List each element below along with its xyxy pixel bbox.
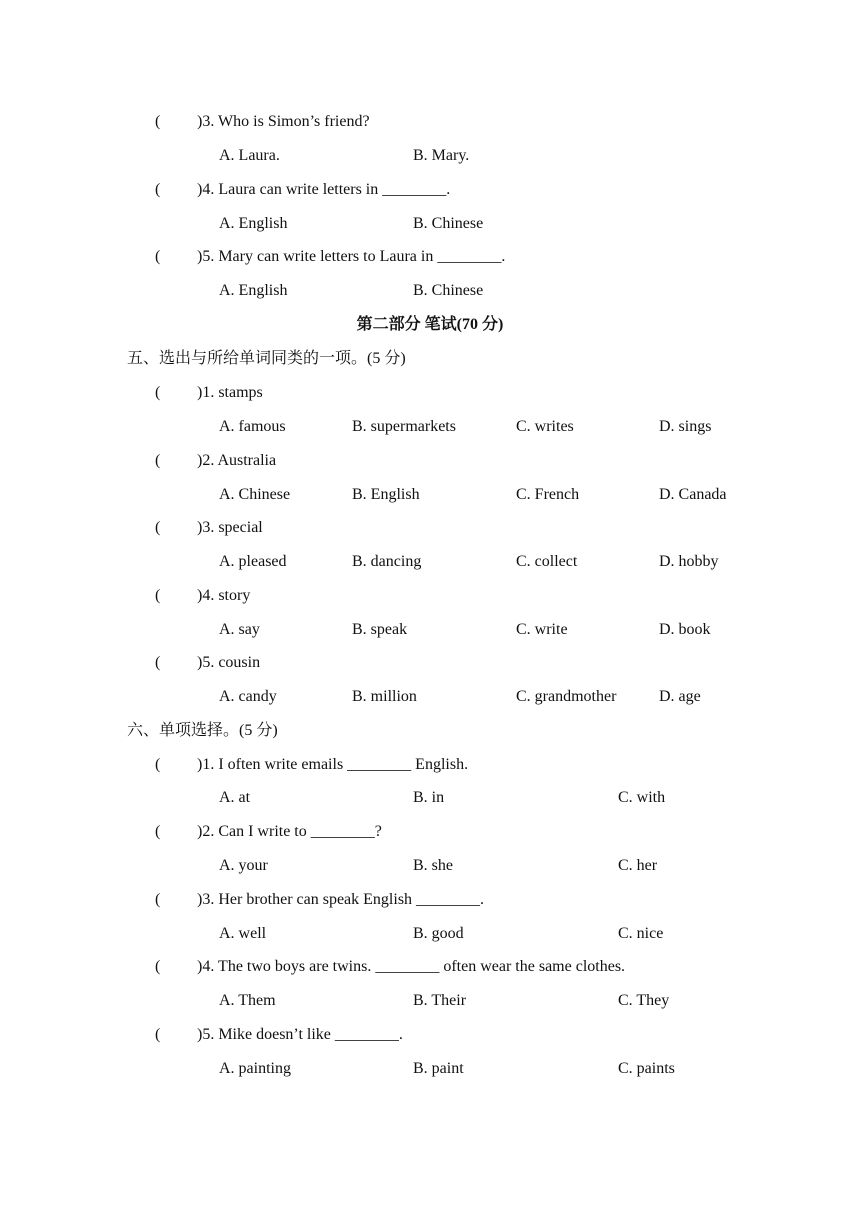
answer-blank[interactable]: ( bbox=[155, 452, 161, 469]
option-a: A. candy bbox=[219, 688, 277, 705]
option-a: A. your bbox=[219, 857, 268, 874]
answer-blank[interactable]: ( bbox=[155, 1026, 161, 1043]
answer-blank[interactable]: ( bbox=[155, 519, 161, 536]
section-six-title: 六、单项选择。(5 分) bbox=[127, 722, 278, 739]
option-a: A. say bbox=[219, 621, 260, 638]
option-b: B. Mary. bbox=[413, 147, 470, 164]
option-a: A. famous bbox=[219, 418, 286, 435]
question-text: )3. Who is Simon’s friend? bbox=[197, 113, 370, 130]
option-a: A. English bbox=[219, 282, 288, 299]
part-two-heading: 第二部分 笔试(70 分) bbox=[356, 316, 504, 333]
answer-blank[interactable]: ( bbox=[155, 891, 161, 908]
option-a: A. Laura. bbox=[219, 147, 280, 164]
option-a: A. painting bbox=[219, 1060, 291, 1077]
question-text: )3. special bbox=[197, 519, 263, 536]
answer-blank[interactable]: ( bbox=[155, 654, 161, 671]
question-text: )2. Australia bbox=[197, 452, 277, 469]
option-c: C. They bbox=[618, 992, 670, 1009]
option-b: B. Chinese bbox=[413, 215, 484, 232]
question-text: )5. Mary can write letters to Laura in ________. bbox=[197, 248, 506, 265]
section-five-title: 五、选出与所给单词同类的一项。(5 分) bbox=[127, 350, 406, 367]
option-c: C. paints bbox=[618, 1060, 675, 1077]
option-b: B. good bbox=[413, 925, 464, 942]
option-b: B. dancing bbox=[352, 553, 422, 570]
option-a: A. Chinese bbox=[219, 486, 291, 503]
option-a: A. at bbox=[219, 789, 251, 806]
option-c: C. grandmother bbox=[516, 688, 617, 705]
option-b: B. supermarkets bbox=[352, 418, 456, 435]
answer-blank[interactable]: ( bbox=[155, 181, 161, 198]
answer-blank[interactable]: ( bbox=[155, 248, 161, 265]
question-text: )2. Can I write to ________? bbox=[197, 823, 382, 840]
question-text: )5. cousin bbox=[197, 654, 261, 671]
option-c: C. with bbox=[618, 789, 666, 806]
option-c: C. write bbox=[516, 621, 568, 638]
option-d: D. Canada bbox=[659, 486, 727, 503]
option-b: B. Their bbox=[413, 992, 467, 1009]
option-a: A. Them bbox=[219, 992, 276, 1009]
answer-blank[interactable]: ( bbox=[155, 823, 161, 840]
option-d: D. sings bbox=[659, 418, 712, 435]
option-c: C. nice bbox=[618, 925, 664, 942]
option-a: A. English bbox=[219, 215, 288, 232]
option-c: C. French bbox=[516, 486, 580, 503]
answer-blank[interactable]: ( bbox=[155, 384, 161, 401]
question-text: )3. Her brother can speak English ________. bbox=[197, 891, 485, 908]
question-text: )1. stamps bbox=[197, 384, 263, 401]
option-b: B. she bbox=[413, 857, 453, 874]
answer-blank[interactable]: ( bbox=[155, 756, 161, 773]
answer-blank[interactable]: ( bbox=[155, 587, 161, 604]
option-b: B. million bbox=[352, 688, 417, 705]
answer-blank[interactable]: ( bbox=[155, 958, 161, 975]
option-d: D. book bbox=[659, 621, 711, 638]
option-b: B. speak bbox=[352, 621, 408, 638]
option-a: A. well bbox=[219, 925, 267, 942]
option-b: B. paint bbox=[413, 1060, 464, 1077]
question-text: )5. Mike doesn’t like ________. bbox=[197, 1026, 403, 1043]
question-text: )4. Laura can write letters in ________. bbox=[197, 181, 451, 198]
option-b: B. English bbox=[352, 486, 420, 503]
option-c: C. writes bbox=[516, 418, 574, 435]
question-text: )4. story bbox=[197, 587, 251, 604]
question-text: )4. The two boys are twins. ________ often wear the same clothes. bbox=[197, 958, 626, 975]
question-text: )1. I often write emails ________ English. bbox=[197, 756, 469, 773]
option-d: D. age bbox=[659, 688, 701, 705]
option-b: B. Chinese bbox=[413, 282, 484, 299]
option-a: A. pleased bbox=[219, 553, 287, 570]
option-b: B. in bbox=[413, 789, 445, 806]
option-c: C. her bbox=[618, 857, 658, 874]
answer-blank[interactable]: ( bbox=[155, 113, 161, 130]
option-d: D. hobby bbox=[659, 553, 719, 570]
option-c: C. collect bbox=[516, 553, 578, 570]
